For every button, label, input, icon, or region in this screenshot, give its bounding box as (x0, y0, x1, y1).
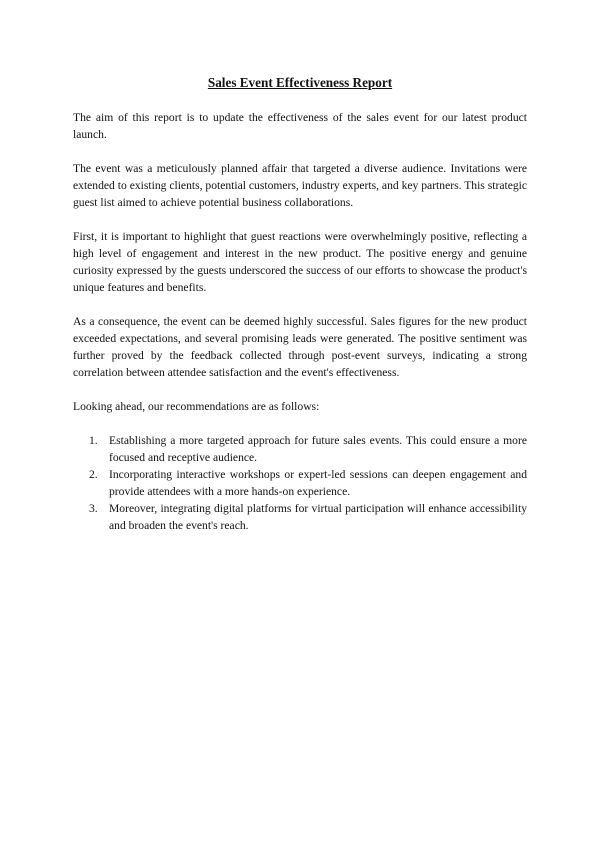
recommendations-intro: Looking ahead, our recommendations are as follows: (73, 400, 320, 413)
event-description-paragraph: The event was a meticulously planned affair that targeted a diverse audience. Invitations were extended to existing clients, potential customers, industry experts, and key partners. This strategic guest list aimed to achieve potential business collaborations. (73, 162, 527, 209)
report-title: Sales Event Effectiveness Report (207, 75, 393, 90)
list-item (73, 432, 527, 466)
intro-paragraph: The aim of this report is to update the effectiveness of the sales event for our latest product launch. (73, 111, 527, 141)
list-item-number: 3. (89, 502, 98, 515)
recommendations-list (73, 432, 527, 534)
guest-reactions-paragraph: First, it is important to highlight that guest reactions were overwhelmingly positive, reflecting a high level of engagement and interest in the new product. The positive energy and genuine curiosity expressed by the guests underscored the success of our efforts to showcase the product's unique features and benefits. (73, 230, 527, 294)
list-item-text: Incorporating interactive workshops or expert-led sessions can deepen engagement and provide attendees with a more hands-on experience. (109, 468, 527, 498)
list-item-text: Establishing a more targeted approach for future sales events. This could ensure a more focused and receptive audience. (109, 434, 527, 464)
list-item-number: 1. (89, 434, 98, 447)
list-item-text: Moreover, integrating digital platforms for virtual participation will enhance accessibility and broaden the event's reach. (109, 502, 527, 532)
results-paragraph: As a consequence, the event can be deemed highly successful. Sales figures for the new product exceeded expectations, and several promising leads were generated. The positive sentiment was further proved by the feedback collected through post-event surveys, indicating a strong correlation between attendee satisfaction and the event's effectiveness. (73, 315, 527, 379)
document-body (73, 74, 527, 534)
list-item (73, 500, 527, 534)
list-item-number: 2. (89, 468, 98, 481)
list-item (73, 466, 527, 500)
